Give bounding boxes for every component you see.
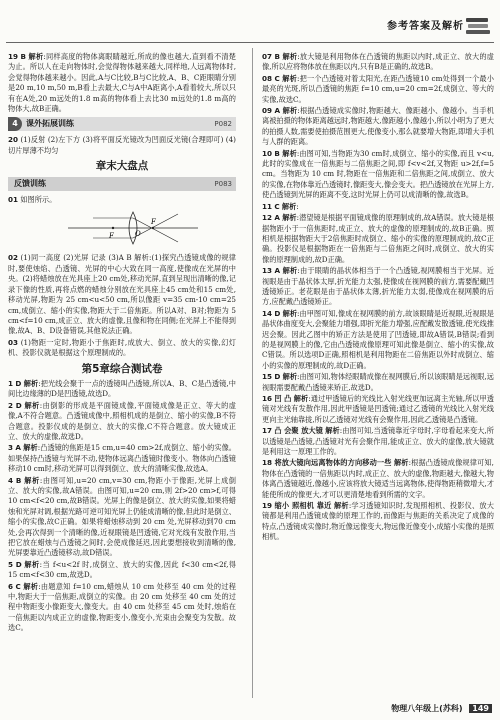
answer-item: 15 D 解析:由图可知,物体经眼睛成像在视网膜后,所以该眼睛是远视眼,远视眼需要配戴凸透镜来矫正,故选D。	[262, 372, 494, 392]
page-number: 149	[469, 704, 492, 713]
focus-left-label: F	[109, 232, 114, 241]
answer-item: 01 如图所示。	[8, 194, 57, 204]
books-icon	[466, 18, 490, 36]
answer-item: 09 A 解析:根据凸透镜成实像时,物距越大、像距越小、像越小。当手机离被拍摄的物体距离越远时,物距越大,像距越小,像越小,所以小明为了更大的拍摄人数,需要使拍摄范围更大,使像变小,那么就要增大物距,即增大手机与人群的距离。	[262, 106, 494, 147]
answer-item: 12 A 解析:潜望镜是根据平面镜成像的原理制成的,故A错误。放大镜是根据物距小于一倍焦距时,成正立、放大的虚像的原理制成的,故B正确。照相机是根据物距大于2倍焦距时成倒立、缩小的实像的原理制成的,故C正确。投影仪是根据物距在一倍焦距与二倍焦距之间时,成倒立、放大的实像的原理制成的,故D正确。	[262, 213, 494, 264]
answer-item: 13 A 解析:由于眼睛的晶状体相当于一个凸透镜,视网膜相当于光屏。近视眼是由于晶状体太厚,折光能力太强,使像成在视网膜的前方,需要配戴凹透镜矫正。老花眼是由于晶状体太薄,折光能力太弱,使像成在视网膜的后方,应配戴凸透镜矫正。	[262, 266, 494, 307]
answer-item: 02 (1)同一高度 (2)光屏 记录 (3)A B 解析:(1)探究凸透镜成像的规律时,要使烛焰、凸透镜、光屏的中心大致在同一高度,使像成在光屏的中央。(2)将蜡烛放在光具座上20 cm处,移动光屏,直到呈现出清晰的像,记录下像的性质,再将点燃的蜡烛分别放在光具座上45 cm处和15 cm处,移动光屏,物距为 25 cm<u<50 cm,所以像距 v=35 cm-10 cm=25 cm,成倒立、缩小的实像,物距大于二倍焦距。所以A对、B对;物距为 5 cm<f=10 cm,成正立、放大的虚像,且像和物在同侧;在光屏上不能得到像,故A、B、D设备错误,其他说法正确。	[8, 253, 236, 336]
answer-item: 20 (1)反射 (2)左下方 (3)将平面反光镜改为凹面反光镜(合理即可) (4)切片厚薄不均匀	[8, 135, 236, 155]
header-rule	[6, 42, 494, 43]
page-header	[0, 0, 500, 44]
left-column	[8, 52, 236, 635]
answer-item: 16 凹 凸 解析:通过甲透镜后的光线比入射光线更加远离主光轴,所以甲透镜对光线有发散作用,因此甲透镜是凹透镜;通过乙透镜的光线比入射光线更向主光轴靠拢,所以乙透镜对光线有会聚作用,因此乙透镜是凸透镜。	[262, 394, 494, 424]
lens-diagram	[8, 208, 236, 248]
answer-item: 2 D 解析:由倒影的形成是平面镜成像,平面镜成像是正立、等大的虚像,A不符合题意。凸透镜成像中,照相机成的是倒立、缩小的实像,B不符合题意。投影仪成的是倒立、放大的实像,C不符合题意。放大镜成正立、放大的虚像,故选D。	[8, 400, 236, 441]
answer-item: 03 (1)物距一定时,物距小于焦距时,成放大、倒立、放大的实像,幻灯机、投影仪就是根据这个原理制成的。	[8, 337, 236, 358]
answer-item: 17 凸 会聚 放大镜 解析:由图可知,当透镜靠近字母时,字母看起来变大,所以透镜是凸透镜,凸透镜对光有会聚作用,能成正立、放大的虚像,放大镜就是利用这一原理工作的。	[262, 426, 494, 457]
chapter-summary-heading: 章末大盘点	[95, 160, 149, 173]
answer-item: 19 B 解析:同样高度的物体离眼睛越近,所成的像也越大,直到看不清楚为止。所以人在走向物体时,会觉得物体越来越大,同样地,人远离物体时,会觉得物体越来越小。因此,A与C比较,B与C比较,A、B、C距眼睛分别是20 m,10 m,50 m,B看上去最大,C与A中A距离小,A看着较大,所以只有在A处,20 m远处的1.8 m高的物体看上去比30 m远处的1.8 m高的物体大,故B正确。	[8, 52, 236, 114]
chapter-test-heading: 第5章综合测试卷	[81, 362, 163, 375]
answer-item: 08 C 解析:把一个凸透镜对着太阳光,在距凸透镜10 cm处得到一个最小最亮的光斑,所以凸透镜的焦距 f=10 cm,u=20 cm=2f,成倒立、等大的实像,故选C。	[262, 73, 494, 104]
answer-item: 19 缩小 照相机 靠近 解析:学习透镜知识时,发现照相机、投影仪、放大镜都是利用凸透镜成像的原理工作的,而像距与焦距的关系决定了成像的特点,凸透镜成实像时,物近像远像变大,物远像近像变小,成缩小实像的是照相机。	[262, 501, 494, 542]
page-footer	[391, 704, 492, 714]
section-band-extension: 4 课外拓展训练 P082	[8, 117, 236, 131]
answer-item: 5 D 解析:当 f<u<2f 时,成倒立、放大的实像,因此 f<30 cm<2f,得 15 cm<f<30 cm,故选D。	[8, 559, 236, 580]
answer-item: 10 B 解析:由图可知,当物距为30 cm时,成倒立、缩小的实像,而且 v<u,此时的实像成在一倍焦距与二倍焦距之间,即 f<v<2f,又物距 u>2f,f=5 cm。当物距为 10 cm 时,物距在一倍焦距和二倍焦距之间,成倒立、放大的实像,在物体靠近凸透镜时,像距变大,像会变大。把凸透镜放在光屏上方,使凸透镜到光屏的距离不变,这时光屏上仍可以成清晰的像,故选B。	[262, 148, 494, 200]
answer-item: 18 将放大镜向远离物体的方向移动一些 解析:根据凸透镜成像规律可知,物体在凸透镜的一倍焦距以内时,成正立、放大的虚像,物距越大,像越大,物体离凸透镜越近,像越小,应该将放大镜适当远离物体,使得物距稍微增大,才能使所成的像更大,才可以更清楚地看到所需的文字。	[262, 458, 494, 499]
book-title: 物理八年级上(苏科)	[391, 703, 463, 713]
right-column	[262, 52, 494, 544]
focus-right-label: F	[151, 218, 156, 227]
header-title: 参考答案及解析	[387, 21, 464, 32]
answer-item: 1 D 解析:把光线会聚于一点的透镜叫凸透镜,所以A、B、C是凸透镜,中间比边缘薄的D是凹透镜,故选D。	[8, 378, 236, 399]
column-divider	[252, 48, 253, 698]
answer-item: 11 C 解析:	[262, 201, 299, 211]
answer-item: 4 B 解析:由图可知,u=20 cm,v=30 cm,物距小于像距,光屏上成倒立、放大的实像,故A错误。由图可知,u=20 cm,则 2f>20 cm>f,可得 10 cm<f<20 cm,故B错误。光屏上的像是倒立、放大的实像,如果将蜡烛和光屏对调,根据光路可逆可知光屏上仍能成清晰的像,但此时是倒立、缩小的实像,故C正确。如果将蜡烛移动到 20 cm 处,光屏移动到70 cm处,会再次得到一个清晰的像,近视眼镜是凹透镜,它对光线有发散作用,当把它放在蜡烛与凸透镜之间时,会使成像延迟,因此要想接收到清晰的像,光屏要靠近凸透镜移动,故D错误。	[8, 475, 236, 558]
answer-item: 14 D 解析:由甲图可知,像成在视网膜的前方,故该眼睛是近视眼,近视眼是晶状体曲度变大,会聚能力增强,即折光能力增强,应配戴发散透镜,使光线推迟会聚。因此乙图中的矫正方法是使用了凹透镜,即故A错误,B错误;看到的是视网膜上的像,它由凸透镜成像原理可知此像是倒立、缩小的实像,故C错误。所以选项D正确,照相机是利用物距在二倍焦距以外时成倒立、缩小的实像的原理制成的,故D正确。	[262, 308, 494, 370]
answer-item: 3 A 解析:凸透镜的焦距是15 cm,u=40 cm>2f,成倒立、缩小的实像。如果保持凸透镜与光屏不动,使物体远离凸透镜时像变小。物体向凸透镜移动10 cm时,移动光屏可以得到倒立、放大的清晰实像,故选A。	[8, 443, 236, 474]
answer-item: 6 C 解析:由题意知 f=10 cm,蜡烛从 10 cm 处移至 40 cm 处的过程中,物距大于一倍焦距,成倒立的实像。由 20 cm 处移至 40 cm 处的过程中物距变小像距变大,像变大。由 40 cm 处移至 45 cm 处时,烛焰在一倍焦距以内成正立的虚像,物距变小,像变小,光束由会聚变为发散。故选C。	[8, 581, 236, 633]
answer-item: 07 B 解析:放大镜是利用物体在凸透镜的焦距以内时,成正立、放大的虚像,所以应将物体放在焦距以内,只有B是正确的,故选B。	[262, 52, 494, 72]
center-label: O	[135, 230, 141, 239]
section-band-feedback: 反馈训练 P083	[8, 177, 236, 191]
